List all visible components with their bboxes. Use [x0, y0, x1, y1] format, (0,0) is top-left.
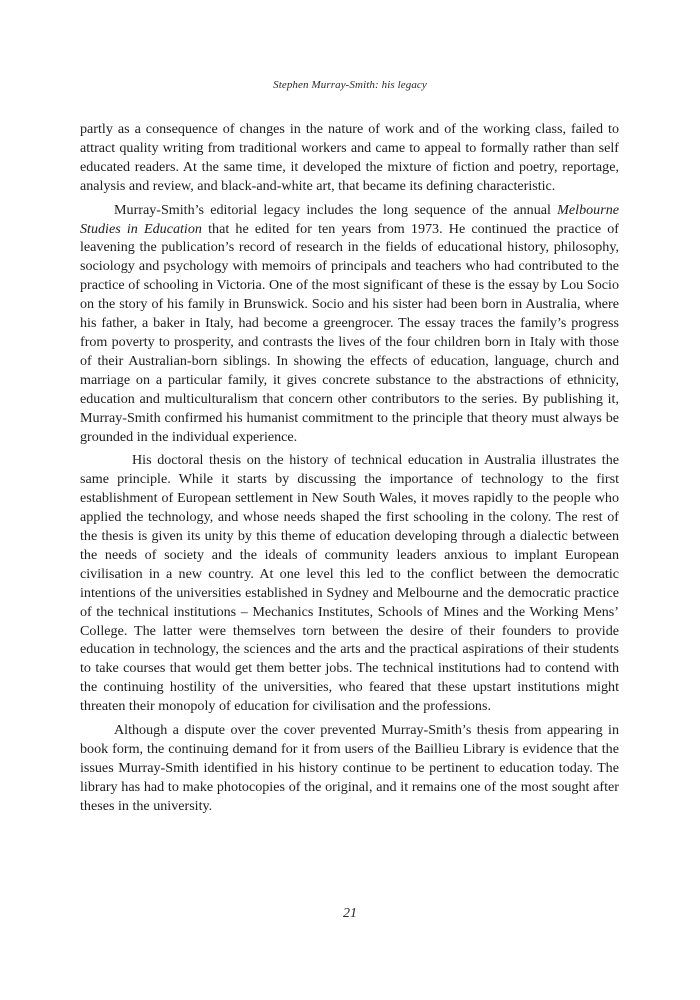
paragraph-thesis-demand: [80, 721, 619, 816]
paragraph-text: Murray-Smith’s editorial legacy includes the long sequence of the annual: [114, 201, 558, 218]
paragraph-editorial-legacy: [80, 201, 619, 447]
paragraph-text: partly as a consequence of changes in the nature of work and of the working class, failed to attract quality writing from traditional workers and came to appeal to formally rather than self educated readers. At the same time, it developed the mixture of fiction and poetry, reportage, analysis and review, and black-and-white art, that became its defining characteristic.: [80, 121, 619, 194]
paragraph-doctoral-thesis: [80, 451, 619, 716]
paragraph-text: Although a dispute over the cover prevented Murray-Smith’s thesis from appearing in book form, the continuing demand for it from users of the Baillieu Library is evidence that the issues Murray-Smith identified in his history continue to be pertinent to education today. The library has had to make photocopies of the original, and it remains one of the most sought after theses in the university.: [80, 722, 619, 814]
running-head: Stephen Murray-Smith: his legacy: [273, 79, 427, 91]
body-text: [80, 120, 619, 821]
publication-title: Melbourne Studies in Education: [80, 201, 619, 237]
page-number: 21: [343, 906, 357, 921]
paragraph-text: that he edited for ten years from 1973. He continued the practice of leavening the publication’s record of research in the fields of educational history, philosophy, sociology and psychology with memoirs of principals and teachers who had contributed to the practice of schooling in Victoria. One of the most significant of these is the essay by Lou Socio on the story of his family in Brunswick. Socio and his sister had been born in Australia, where his father, a baker in Italy, had become a greengrocer. The essay traces the family’s progress from poverty to prosperity, and contrasts the lives of the four children born in Italy with those of their Australian-born siblings. In showing the effects of education, language, church and marriage on a particular family, it gives concrete substance to the abstractions of ethnicity, education and multiculturalism that concern other contributors to the series. By publishing it, Murray-Smith confirmed his humanist commitment to the principle that theory must always be grounded in the individual experience.: [80, 220, 619, 445]
paragraph-text: His doctoral thesis on the history of technical education in Australia illustrates the same principle. While it starts by discussing the importance of technology to the first establishment of European settlement in New South Wales, it moves rapidly to the people who applied the technology, and whose needs shaped the first schooling in the colony. The rest of the thesis is given its unity by this theme of education developing through a dialectic between the needs of society and the ideals of community leaders anxious to implant European civilisation in a new country. At one level this led to the conflict between the democratic intentions of the universities established in Sydney and Melbourne and the democratic practice of the technical institutions – Mechanics Institutes, Schools of Mines and the Working Mens’ College. The latter were themselves torn between the desire of their founders to provide education in technology, the sciences and the arts and the practical aspirations of their students to take courses that would get them better jobs. The technical institutions had to contend with the continuing hostility of the universities, who feared that these upstart institutions might threaten their monopoly of education for civilisation and the professions.: [80, 452, 619, 715]
paragraph-continuation: [80, 120, 619, 196]
